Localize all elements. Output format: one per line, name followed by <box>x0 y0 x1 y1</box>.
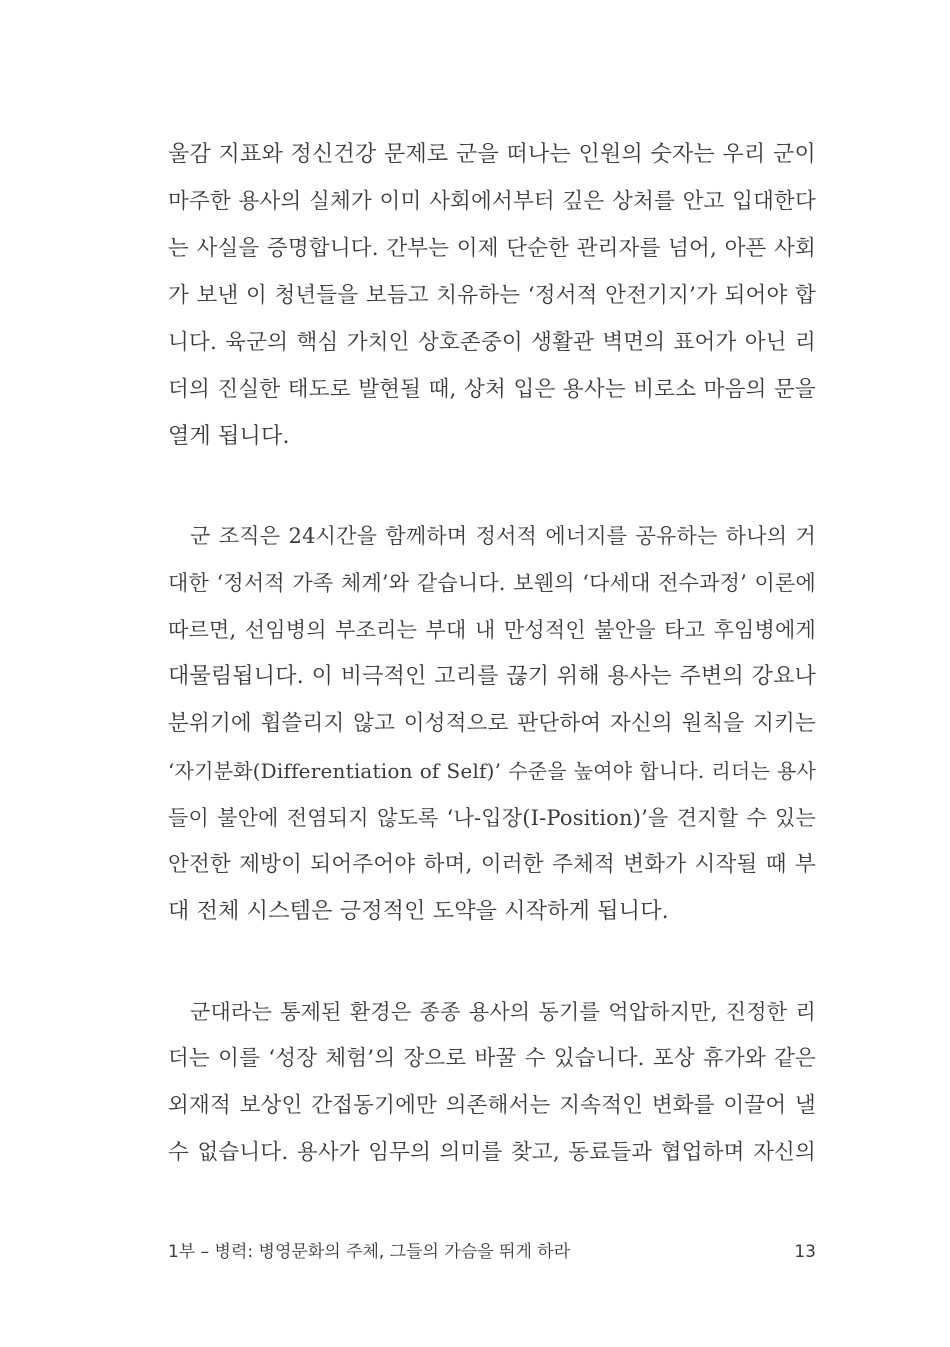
text-line: 대한 ‘정서적 가족 체계’와 같습니다. 보웬의 ‘다세대 전수과정’ 이론에 <box>168 571 816 595</box>
text-line: 더는 이를 ‘성장 체험’의 장으로 바꿀 수 있습니다. 포상 휴가와 같은 <box>168 1046 816 1071</box>
text-line: 대 전체 시스템은 긍정적인 도약을 시작하게 됩니다. <box>168 899 669 924</box>
text-line: 따르면, 선임병의 부조리는 부대 내 만성적인 불안을 타고 후임병에게 <box>168 618 816 642</box>
text-line: 니다. 육군의 핵심 가치인 상호존중이 생활관 벽면의 표어가 아닌 리 <box>168 330 816 355</box>
page-number: 13 <box>794 1242 816 1262</box>
text-line: 수 없습니다. 용사가 임무의 의미를 찾고, 동료들과 협업하며 자신의 <box>168 1140 816 1165</box>
text-line: 군대라는 통제된 환경은 종종 용사의 동기를 억압하지만, 진정한 리 <box>190 1000 816 1024</box>
text-line: 외재적 보상인 간접동기에만 의존해서는 지속적인 변화를 이끌어 낼 <box>168 1093 816 1118</box>
text-line: 들이 불안에 전염되지 않도록 ‘나-입장(I-Position)’을 견지할 수 있는 <box>168 806 816 830</box>
text-line: 더의 진실한 태도로 발현될 때, 상처 입은 용사는 비로소 마음의 문을 <box>168 377 816 402</box>
text-line: 대물림됩니다. 이 비극적인 고리를 끊기 위해 용사는 주변의 강요나 <box>168 664 816 689</box>
text-line: 군 조직은 24시간을 함께하며 정서적 에너지를 공유하는 하나의 거 <box>190 524 816 548</box>
text-line: 마주한 용사의 실체가 이미 사회에서부터 깊은 상처를 안고 입대한다 <box>168 189 816 214</box>
text-line: 분위기에 휩쓸리지 않고 이성적으로 판단하여 자신의 원칙을 지키는 <box>168 711 816 736</box>
text-line: ‘자기분화(Differentiation of Self)’ 수준을 높여야 합니다. 리더는 용사 <box>168 759 816 783</box>
text-line: 열게 됩니다. <box>168 424 290 449</box>
text-line: 는 사실을 증명합니다. 간부는 이제 단순한 관리자를 넘어, 아픈 사회 <box>168 236 816 261</box>
text-line: 가 보낸 이 청년들을 보듬고 치유하는 ‘정서적 안전기지’가 되어야 합 <box>168 283 816 308</box>
running-footer-title: 1부 – 병력: 병영문화의 주체, 그들의 가슴을 뛰게 하라 <box>168 1242 571 1262</box>
text-line: 울감 지표와 정신건강 문제로 군을 떠나는 인원의 숫자는 우리 군이 <box>168 142 816 167</box>
text-line: 안전한 제방이 되어주어야 하며, 이러한 주체적 변화가 시작될 때 부 <box>168 852 816 877</box>
